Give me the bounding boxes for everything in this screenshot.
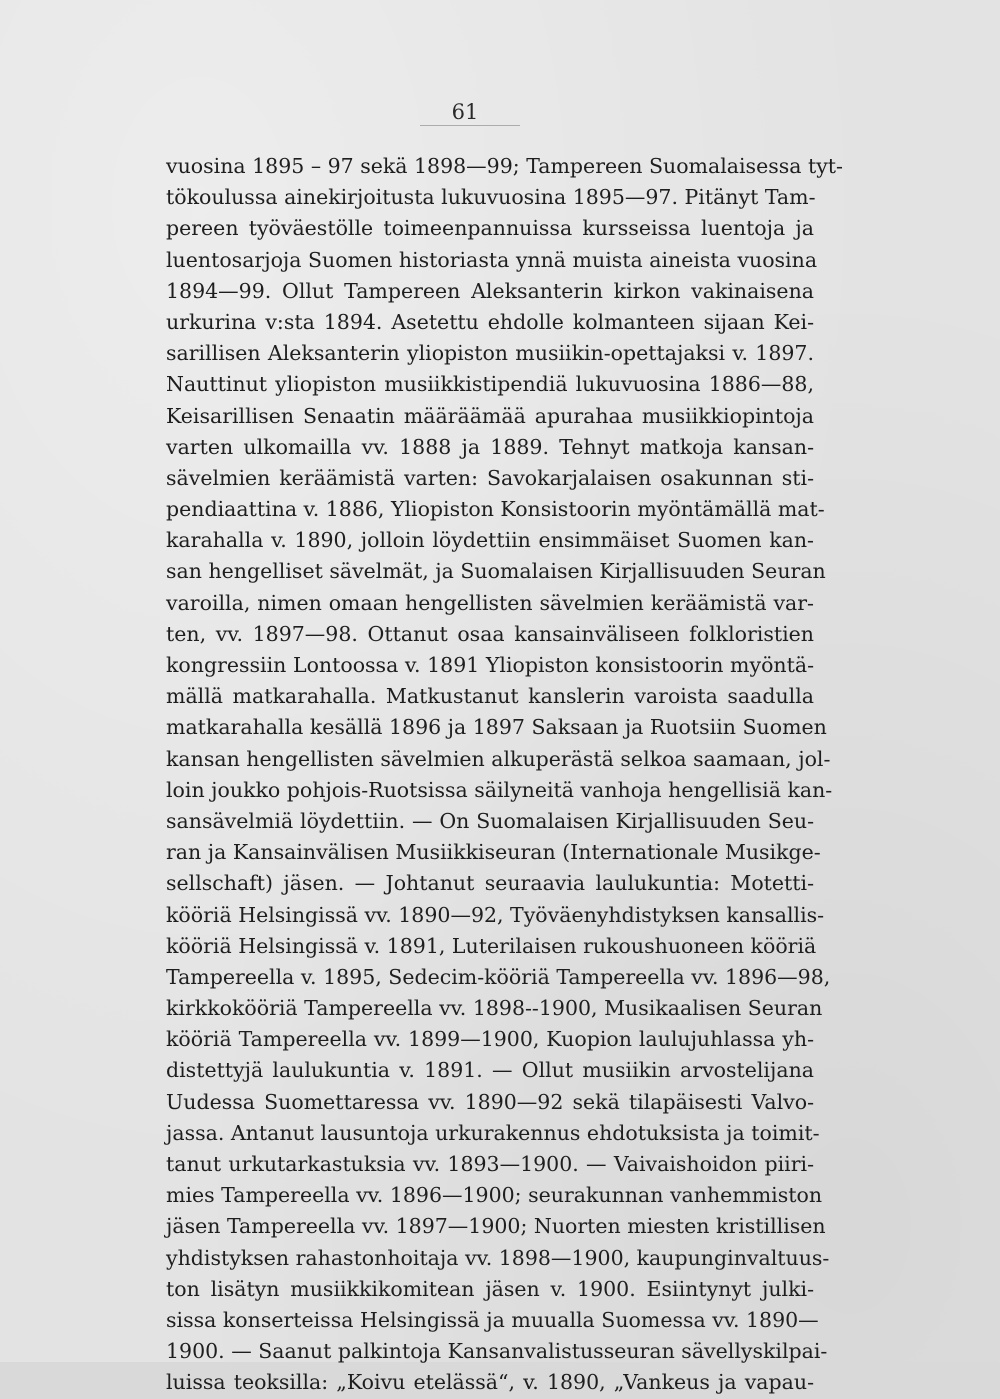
text-line: varten ulkomailla vv. 1888 ja 1889. Tehnyt matkoja kansan-	[166, 434, 814, 459]
text-line: ton lisätyn musiikkikomitean jäsen v. 1900. Esiintynyt julki-	[166, 1276, 814, 1301]
text-line: jäsen Tampereella vv. 1897—1900; Nuorten miesten kristillisen	[166, 1214, 826, 1239]
text-line: mällä matkarahalla. Matkustanut kanslerin varoista saadulla	[166, 684, 814, 709]
text-line: sellschaft) jäsen. — Johtanut seuraavia laulukuntia: Motetti-	[166, 871, 814, 896]
text-line: 1900. — Saanut palkintoja Kansanvalistusseuran sävellyskilpai-	[166, 1339, 828, 1364]
body-text	[166, 151, 843, 1399]
text-line: urkurina v:sta 1894. Asetettu ehdolle kolmanteen sijaan Kei-	[166, 309, 814, 334]
page-number-rule	[420, 125, 520, 126]
text-line: tökoulussa ainekirjoitusta lukuvuosina 1895—97. Pitänyt Tam-	[166, 185, 816, 210]
text-line: Keisarillisen Senaatin määräämää apurahaa musiikkiopintoja	[166, 403, 814, 428]
text-line: mies Tampereella vv. 1896—1900; seurakunnan vanhemmiston	[166, 1183, 823, 1208]
page-number: 61	[451, 100, 479, 124]
text-line: kööriä Helsingissä v. 1891, Luterilaisen rukoushuoneen kööriä	[166, 933, 817, 958]
text-line: 1894—99. Ollut Tampereen Aleksanterin kirkon vakinaisena	[166, 278, 814, 303]
text-line: distettyjä laulukuntia v. 1891. — Ollut musiikin arvostelijana	[166, 1058, 814, 1083]
text-line: sarillisen Aleksanterin yliopiston musiikin-opettajaksi v. 1897.	[166, 341, 814, 366]
text-line: luentosarjoja Suomen historiasta ynnä muista aineista vuosina	[166, 247, 818, 272]
text-line: pereen työväestölle toimeenpannuissa kursseissa luentoja ja	[166, 216, 814, 241]
text-line: sävelmien keräämistä varten: Savokarjalaisen osakunnan sti-	[166, 465, 814, 490]
text-line: Uudessa Suomettaressa vv. 1890—92 sekä tilapäisesti Valvo-	[166, 1089, 814, 1114]
text-line: matkarahalla kesällä 1896 ja 1897 Saksaan ja Ruotsiin Suomen	[166, 715, 827, 740]
text-line: Nauttinut yliopiston musiikkistipendiä lukuvuosina 1886—88,	[166, 372, 814, 397]
text-line: sissa konserteissa Helsingissä ja muualla Suomessa vv. 1890—	[166, 1307, 819, 1332]
text-line: karahalla v. 1890, jolloin löydettiin ensimmäiset Suomen kan-	[166, 528, 814, 553]
text-line: sansävelmiä löydettiin. — On Suomalaisen Kirjallisuuden Seu-	[166, 808, 814, 833]
text-line: luissa teoksilla: „Koivu etelässä“, v. 1890, „Vankeus ja vapau-	[166, 1370, 814, 1395]
text-line: ran ja Kansainvälisen Musiikkiseuran (Internationale Musikge-	[166, 840, 821, 865]
text-line: kööriä Helsingissä vv. 1890—92, Työväenyhdistyksen kansallis-	[166, 902, 825, 927]
text-line: Tampereella v. 1895, Sedecim-kööriä Tampereella vv. 1896—98,	[166, 964, 831, 989]
text-line: kööriä Tampereella vv. 1899—1900, Kuopion laulujuhlassa yh-	[166, 1027, 814, 1052]
text-line: loin joukko pohjois-Ruotsissa säilyneitä vanhoja hengellisiä kan-	[166, 777, 833, 802]
text-line: jassa. Antanut lausuntoja urkurakennus ehdotuksista ja toimit-	[166, 1120, 820, 1145]
text-line: vuosina 1895 – 97 sekä 1898—99; Tampereen Suomalaisessa tyt-	[166, 154, 843, 178]
text-line: kongressiin Lontoossa v. 1891 Yliopiston konsistoorin myöntä-	[166, 653, 814, 677]
text-line: kansan hengellisten sävelmien alkuperästä selkoa saamaan, jol-	[166, 746, 831, 771]
text-line: varoilla, nimen omaan hengellisten sävelmien keräämistä var-	[166, 590, 814, 615]
text-line: san hengelliset sävelmät, ja Suomalaisen Kirjallisuuden Seuran	[166, 559, 826, 584]
text-line: pendiaattina v. 1886, Yliopiston Konsistoorin myöntämällä mat-	[166, 497, 825, 522]
text-line: ten, vv. 1897—98. Ottanut osaa kansainväliseen folkloristien	[166, 621, 814, 646]
text-line: tanut urkutarkastuksia vv. 1893—1900. — Vaivaishoidon piiri-	[166, 1152, 814, 1176]
text-line: yhdistyksen rahastonhoitaja vv. 1898—1900, kaupunginvaltuus-	[166, 1245, 830, 1270]
text-line: kirkkokööriä Tampereella vv. 1898--1900, Musikaalisen Seuran	[166, 996, 823, 1021]
